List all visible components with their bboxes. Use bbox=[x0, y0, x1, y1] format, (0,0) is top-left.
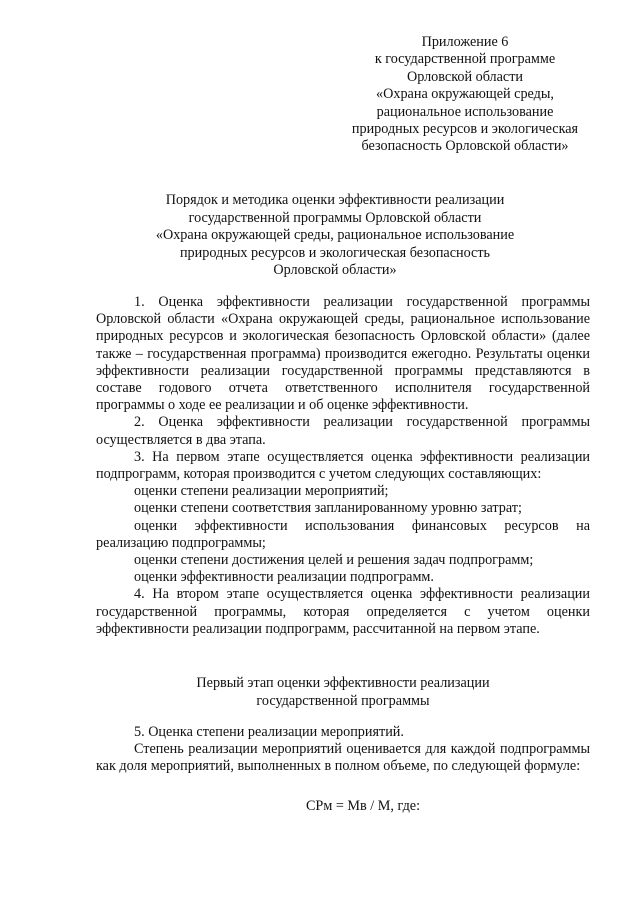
appendix-line: Приложение 6 bbox=[421, 34, 509, 50]
title-line: «Охрана окружающей среды, рациональное использование bbox=[155, 227, 515, 244]
appendix-line: рациональное использование bbox=[376, 103, 554, 120]
section-heading bbox=[96, 675, 590, 710]
formula: СРм = Мв / М, где: bbox=[305, 798, 421, 814]
paragraph: оценки эффективности реализации подпрограмм. bbox=[134, 569, 434, 586]
document-title bbox=[70, 192, 600, 280]
paragraph: оценки эффективности использования финансовых ресурсов на реализацию подпрограммы; bbox=[96, 517, 590, 551]
paragraph: оценки степени достижения целей и решения задач подпрограмм; bbox=[134, 552, 534, 569]
paragraph: 4. На втором этапе осуществляется оценка эффективности реализации государственной программы, которая определяется с учетом оценки эффективности реализации подпрограмм, рассчитанной на первом этапе. bbox=[96, 586, 590, 637]
document-body-section bbox=[96, 724, 590, 776]
appendix-line: к государственной программе bbox=[374, 51, 556, 68]
document-body bbox=[96, 294, 590, 638]
title-line: природных ресурсов и экологическая безопасность bbox=[179, 244, 491, 261]
paragraph: 3. На первом этапе осуществляется оценка эффективности реализации подпрограмм, которая производится с учетом следующих составляющих: bbox=[96, 448, 590, 483]
section-line: государственной программы bbox=[256, 692, 430, 709]
title-line: государственной программы Орловской области bbox=[188, 209, 482, 226]
appendix-line: Орловской области bbox=[406, 68, 524, 85]
paragraph: 2. Оценка эффективности реализации государственной программы осуществляется в два этапа. bbox=[96, 414, 590, 448]
appendix-line: природных ресурсов и экологическая bbox=[351, 121, 579, 138]
paragraph: оценки степени соответствия запланированному уровню затрат; bbox=[134, 500, 522, 517]
paragraph: 5. Оценка степени реализации мероприятий. bbox=[134, 724, 404, 740]
appendix-header bbox=[300, 34, 630, 156]
paragraph: Степень реализации мероприятий оценивается для каждой подпрограммы как доля мероприятий, выполненных в полном объеме, по следующей формуле: bbox=[96, 741, 590, 775]
title-line: Орловской области» bbox=[273, 262, 397, 279]
appendix-line: «Охрана окружающей среды, bbox=[376, 86, 554, 103]
section-line: Первый этап оценки эффективности реализации bbox=[196, 675, 490, 691]
appendix-line: безопасность Орловской области» bbox=[361, 138, 569, 155]
paragraph: оценки степени реализации мероприятий; bbox=[134, 483, 389, 500]
title-line: Порядок и методика оценки эффективности реализации bbox=[165, 192, 505, 208]
paragraph: 1. Оценка эффективности реализации государственной программы Орловской области «Охрана окружающей среды, рациональное использование природных ресурсов и экологическая безопасность Орловской области» (далее также – государственная программа) производится ежегодно. Результаты оценки эффективности реализации государственной программы представляются в составе годового отчета ответственного исполнителя государственной программы о ходе ее реализации и об оценке эффективности. bbox=[96, 294, 590, 414]
